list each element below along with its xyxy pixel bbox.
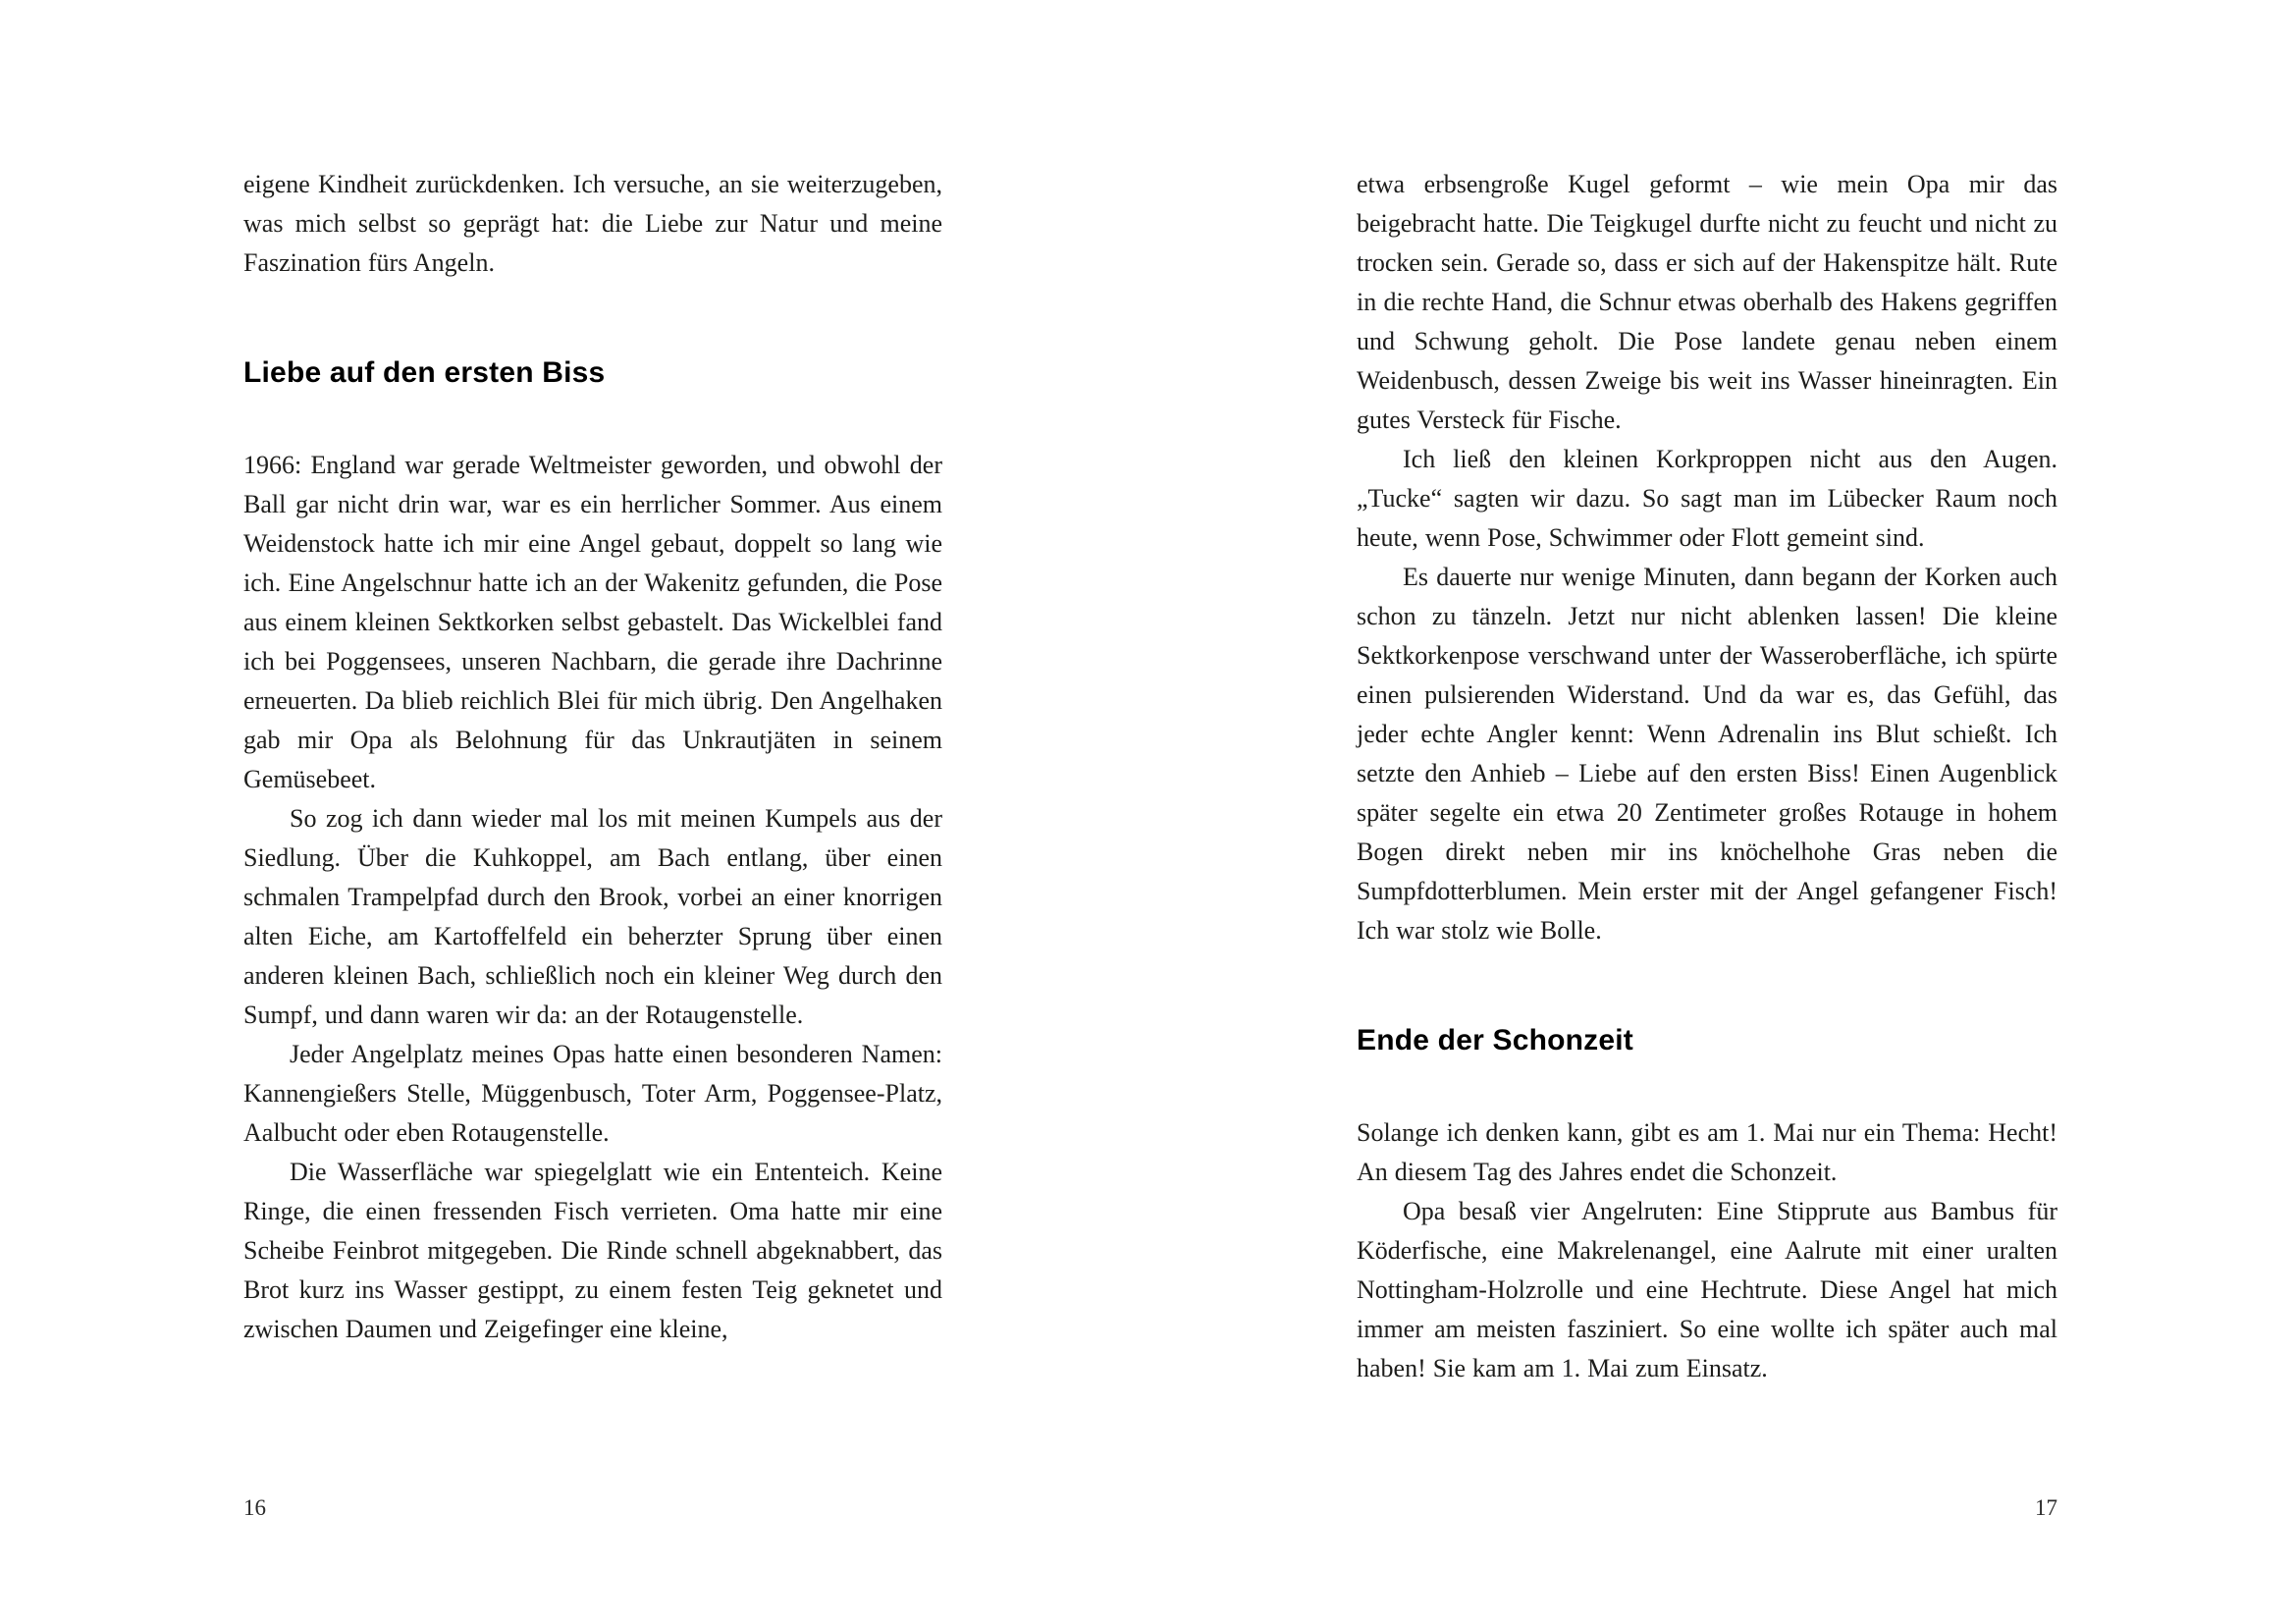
paragraph: Jeder Angelplatz meines Opas hatte einen besonderen Namen: Kannengießers Stelle, Müggenbusch, Toter Arm, Poggensee-Platz, Aalbucht oder eben Rotaugenstelle. [243, 1040, 942, 1147]
page-number-left: 16 [243, 1495, 266, 1520]
paragraph: Es dauerte nur wenige Minuten, dann begann der Korken auch schon zu tänzeln. Jetzt nur nicht ablenken lassen! Die kleine Sektkorkenpose verschwand unter der Wasseroberfläche, ich spürte einen pulsierenden Widerstand. Und da war es, das Gefühl, das jeder echte Angler kennt: Wenn Adrenalin ins Blut schießt. Ich setzte den Anhieb – Liebe auf den ersten Biss! Einen Augenblick später segelte ein etwa 20 Zentimeter großes Rotauge in hohem Bogen direkt neben mir ins knöchelhohe Gras neben die Sumpfdotterblumen. Mein erster mit der Angel gefangener Fisch! Ich war stolz wie Bolle. [1357, 563, 2057, 945]
paragraph: 1966: England war gerade Weltmeister geworden, und obwohl der Ball gar nicht drin war, war es ein herrlicher Sommer. Aus einem Weidenstock hatte ich mir eine Angel gebaut, doppelt so lang wie ich. Eine Angelschnur hatte ich an der Wakenitz gefunden, die Pose aus einem kleinen Sektkorken selbst gebastelt. Das Wickelblei fand ich bei Poggensees, unseren Nachbarn, die gerade ihre Dachrinne erneuerten. Da blieb reichlich Blei für mich übrig. Den Angelhaken gab mir Opa als Belohnung für das Unkrautjäten in seinem Gemüsebeet. [243, 451, 942, 793]
section-heading-ende-der-schonzeit: Ende der Schonzeit [1357, 1024, 1633, 1056]
paragraph: Die Wasserfläche war spiegelglatt wie ein Ententeich. Keine Ringe, die einen fressenden Fisch verrieten. Oma hatte mir eine Scheibe Feinbrot mitgegeben. Die Rinde schnell abgeknabbert, das Brot kurz ins Wasser gestippt, zu einem festen Teig geknetet und zwischen Daumen und Zeigefinger eine kleine, [243, 1158, 942, 1343]
paragraph: Opa besaß vier Angelruten: Eine Stipprute aus Bambus für Köderfische, eine Makrelenangel, eine Aalrute mit einer uralten Nottingham-Holzrolle und eine Hechtrute. Diese Angel hat mich immer am meisten fasziniert. So eine wollte ich später auch mal haben! Sie kam am 1. Mai zum Einsatz. [1357, 1197, 2057, 1382]
paragraph: Ich ließ den kleinen Korkproppen nicht aus den Augen. „Tucke“ sagten wir dazu. So sagt man im Lübecker Raum noch heute, wenn Pose, Schwimmer oder Flott gemeint sind. [1357, 445, 2057, 552]
text-column-left [243, 165, 942, 1349]
paragraph-continuation: etwa erbsengroße Kugel geformt – wie mein Opa mir das beigebracht hatte. Die Teigkugel durfte nicht zu feucht und nicht zu trocken sein. Gerade so, dass er sich auf der Hakenspitze hält. Rute in die rechte Hand, die Schnur etwas oberhalb des Hakens gegriffen und Schwung geholt. Die Pose landete genau neben einem Weidenbusch, dessen Zweige bis weit ins Wasser hineinragten. Ein gutes Versteck für Fische. [1357, 170, 2057, 434]
paragraph: Solange ich denken kann, gibt es am 1. Mai nur ein Thema: Hecht! An diesem Tag des Jahres endet die Schonzeit. [1357, 1118, 2057, 1186]
section-heading-liebe-auf-den-ersten-biss: Liebe auf den ersten Biss [243, 356, 606, 389]
paragraph: So zog ich dann wieder mal los mit meinen Kumpels aus der Siedlung. Über die Kuhkoppel, am Bach entlang, über einen schmalen Trampelpfad durch den Brook, vorbei an einer knorrigen alten Eiche, am Kartoffelfeld ein beherzter Sprung über einen anderen kleinen Bach, schließlich noch ein kleiner Weg durch den Sumpf, und dann waren wir da: an der Rotaugenstelle. [243, 804, 942, 1029]
paragraph-continuation: eigene Kindheit zurückdenken. Ich versuche, an sie weiterzugeben, was mich selbst so geprägt hat: die Liebe zur Natur und meine Faszination fürs Angeln. [243, 170, 942, 277]
page-number-right: 17 [2035, 1495, 2057, 1520]
page-right [1148, 0, 2296, 1624]
text-column-right [1357, 165, 2057, 1388]
